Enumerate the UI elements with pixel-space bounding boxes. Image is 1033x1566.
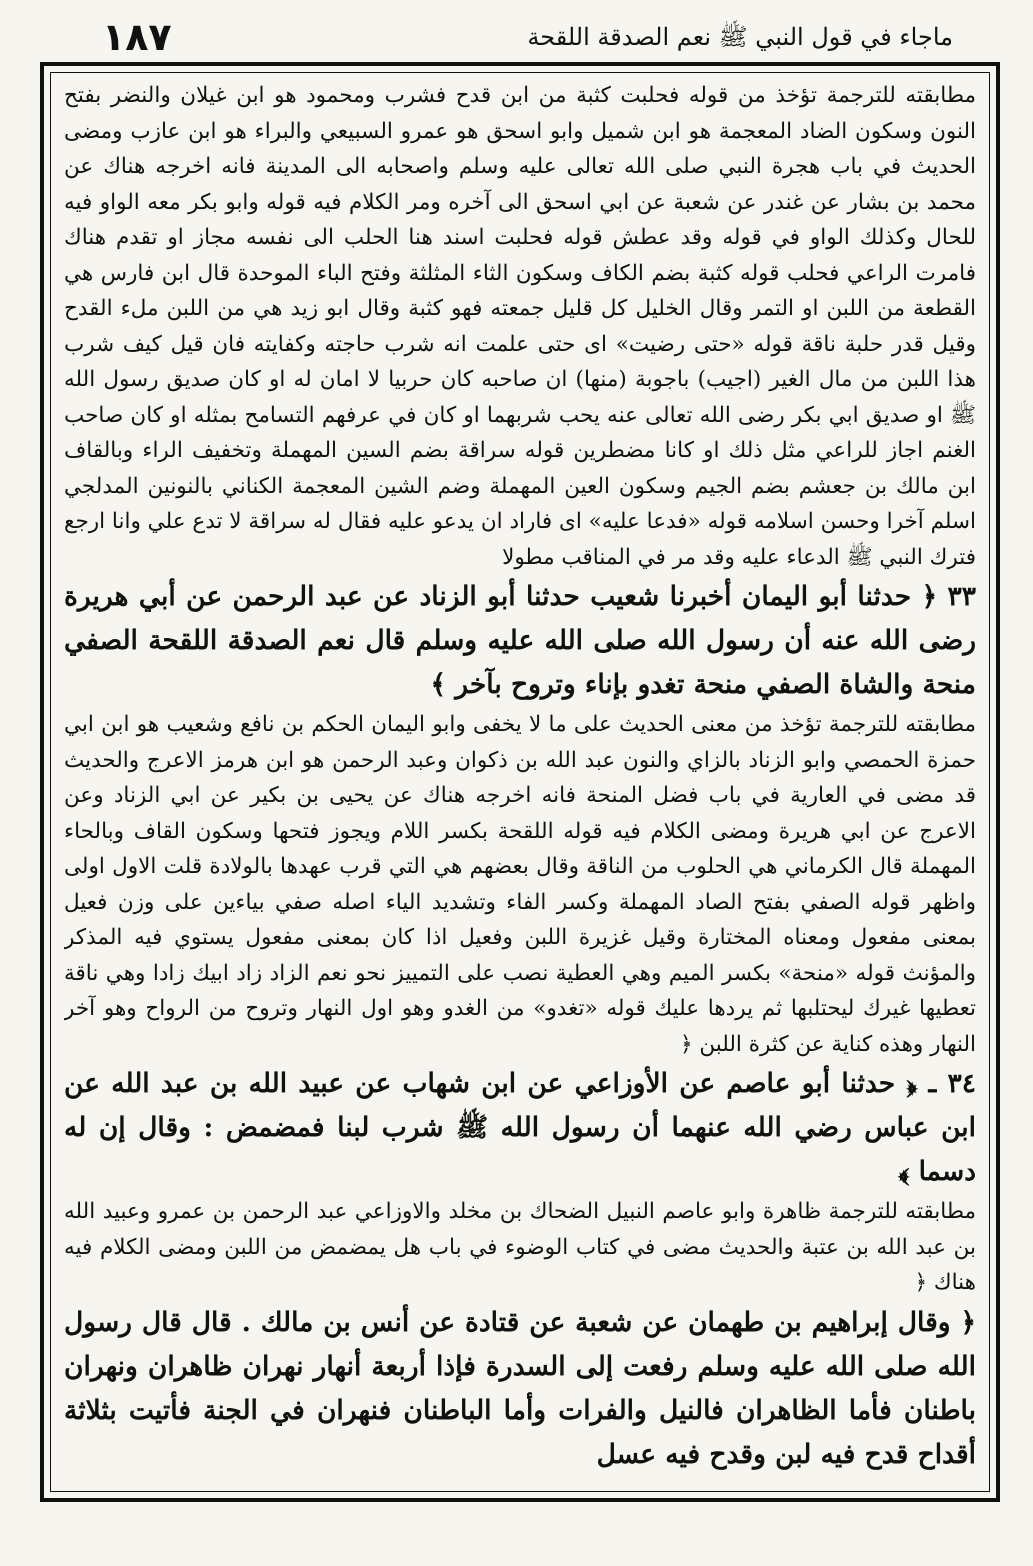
page-number: ١٨٧ [102, 15, 172, 59]
hadith-text-34: ٣٤ ـ ﴿ حدثنا أبو عاصم عن الأوزاعي عن ابن شهاب عن عبيد الله بن عبد الله عن ابن عباس رضي الله عنهما أن رسول الله ﷺ شرب لبنا فمضمض : وقال إن له دسما ﴾ [64, 1068, 976, 1187]
page-header [50, 14, 993, 60]
commentary-paragraph: مطابقته للترجمة ظاهرة وابو عاصم النبيل الضحاك بن مخلد والاوزاعي عبد الرحمن بن عمرو وعبيد الله بن عبد الله بن عتبة والحديث مضى في كتاب الوضوء في باب هل يمضمض من اللبن ومضى الكلام فيه هناك ﴿ [64, 1199, 976, 1295]
hadith-text-ibrahim: ﴿ وقال إبراهيم بن طهمان عن شعبة عن قتادة عن أنس بن مالك . قال قال رسول الله صلى الله عليه وسلم رفعت إلى السدرة فإذا أربعة أنهار نهران ظاهران ونهران باطنان فأما الظاهران فالنيل والفرات وأما الباطنان فنهران في الجنة فأتيت بثلاثة أقداح قدح فيه لبن وقدح فيه عسل [64, 1306, 976, 1470]
page-content [64, 78, 976, 1484]
commentary-paragraph: مطابقته للترجمة تؤخذ من قوله فحلبت كثبة من ابن قدح فشرب ومحمود هو ابن غيلان والنضر بفتح النون وسكون الضاد المعجمة هو ابن شميل وابو اسحق هو عمرو السبيعي والبراء هو ابن عازب ومضى الحديث في باب هجرة النبي صلى الله تعالى عليه وسلم واصحابه الى المدينة فانه اخرجه هناك عن محمد بن بشار عن غندر عن شعبة عن ابي اسحق الى آخره ومر الكلام فيه قوله وابو بكر معه الواو فيه للحال وكذلك الواو في قوله وقد عطش قوله فحلبت اسند هنا الحلب الى نفسه مجاز او تقدم هناك فامرت الراعي فحلب قوله كثبة بضم الكاف وسكون الثاء المثلثة وفتح الباء الموحدة قال ابن فارس هي القطعة من اللبن او التمر وقال الخليل كل قليل جمعته فهو كثبة وقال ابو زيد هي من اللبن ملء القدح وقيل قدر حلبة ناقة قوله «حتى رضيت» اى حتى علمت انه شرب حاجته وكفايته فان قيل كيف شرب هذا اللبن من مال الغير (اجيب) باجوبة (منها) ان صاحبه كان حربيا لا امان له او كان صديق رسول الله ﷺ او صديق ابي بكر رضى الله تعالى عنه يحب شربهما او كان في عرفهم التسامح بمثله او كان صاحب الغنم اجاز للراعي مثل ذلك او كانا مضطرين قوله سراقة بضم السين المهملة وتخفيف الراء وبالقاف ابن مالك بن جعشم بضم الجيم وسكون العين المهملة وضم الشين المعجمة الكناني بالنونين المدلجي اسلم آخرا وحسن اسلامه قوله «فدعا عليه» اى فاراد ان يدعو عليه فقال له سراقة لا تدع علي وانا ارجع فترك النبي ﷺ الدعاء عليه وقد مر في المناقب مطولا [64, 83, 976, 570]
commentary-paragraph: مطابقته للترجمة تؤخذ من معنى الحديث على ما لا يخفى وابو اليمان الحكم بن نافع وشعيب هو ابن ابي حمزة الحمصي وابو الزناد بالزاي والنون عبد الله بن ذكوان وعبد الرحمن هو ابن هرمز الاعرج والحديث قد مضى في العارية في باب فضل المنحة فانه اخرجه هناك عن يحيى بن بكير عن ابي الزناد وعن الاعرج عن ابي هريرة ومضى الكلام فيه قوله اللقحة بكسر اللام ويجوز فتحها وسكون القاف وبالحاء المهملة قال الكرماني هي الحلوب من الناقة وقال بعضهم هي التي قرب عهدها بالولادة قلت الاول اولى واظهر قوله الصفي بفتح الصاد المهملة وكسر الفاء وتشديد الياء اصله صفي بياءين على وزن فعيل بمعنى مفعول ومعناه المختارة وقيل غزيرة اللبن وفعيل اذا كان بمعنى مفعول يستوي فيه المذكر والمؤنث قوله «منحة» بكسر الميم وهي العطية نصب على التمييز نحو نعم الزاد زاد ابيك زادا وهي ناقة تعطيها غيرك ليحتلبها ثم يردها عليك قوله «تغدو» من الغدو وهو اول النهار وتروح من الرواح وهو آخر النهار وهذه كناية عن كثرة اللبن ﴿ [64, 712, 976, 1057]
hadith-text-33: ٣٣ ﴿ حدثنا أبو اليمان أخبرنا شعيب حدثنا أبو الزناد عن عبد الرحمن عن أبي هريرة رضى الله عنه أن رسول الله صلى الله عليه وسلم قال نعم الصدقة اللقحة الصفي منحة والشاة الصفي منحة تغدو بإناء وتروح بآخر ﴾ [64, 581, 976, 700]
running-title: ماجاء في قول النبي ﷺ نعم الصدقة اللقحة [527, 23, 953, 51]
